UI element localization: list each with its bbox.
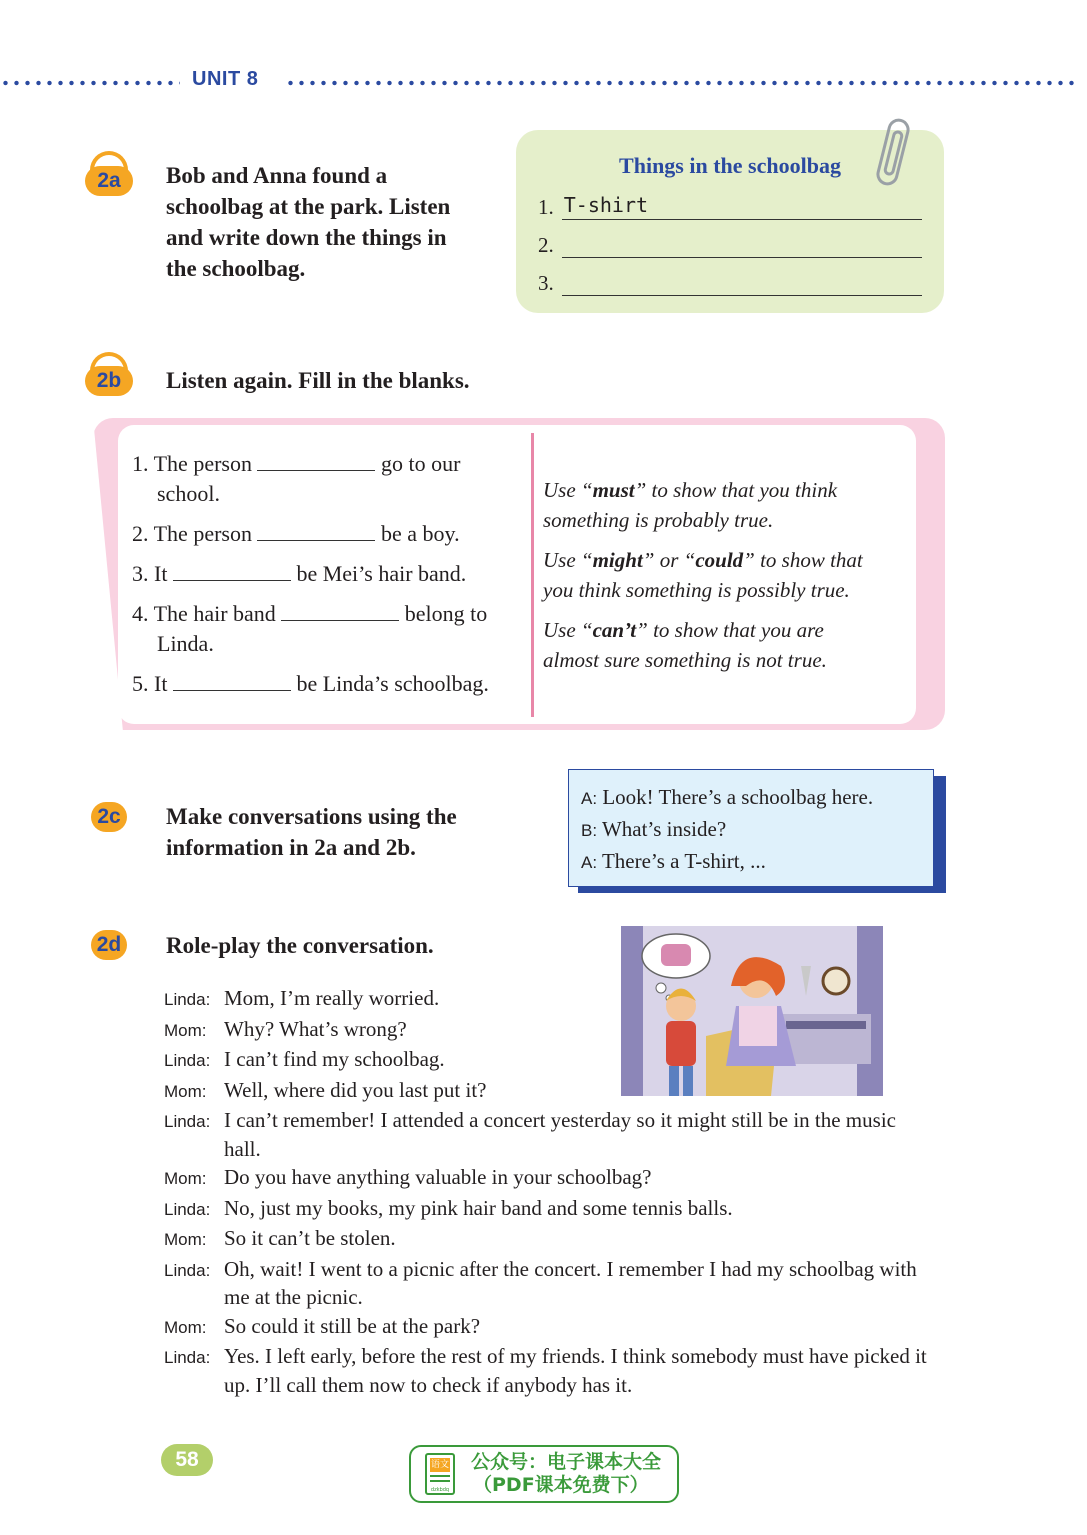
tip-must: Use “must” to show that you think something is probably true.	[543, 478, 838, 532]
blank-field-1[interactable]	[257, 450, 375, 471]
activity-badge-2c: 2c	[91, 802, 127, 832]
dialogue-line: Linda: Mom, I’m really worried.	[164, 986, 440, 1010]
activity-badge-2b: 2b	[85, 366, 133, 396]
things-row-2: 2.	[538, 230, 922, 258]
tip-might-could: Use “might” or “could” to show that you think something is possibly true.	[543, 548, 863, 602]
things-row-1: 1. T-shirt	[538, 192, 922, 220]
dialogue-line: Mom: Why? What’s wrong?	[164, 1016, 407, 1041]
instruction-2c: Make conversations using the information in 2a and 2b.	[166, 804, 457, 860]
blank-field-5[interactable]	[173, 670, 291, 691]
answer-field-2[interactable]	[562, 231, 922, 258]
watermark-banner: 语文 dzkbdq 公众号：电子课本大全 （PDF课本免费下）	[409, 1445, 679, 1503]
fill-item-1: 1. The person go to our school.	[132, 451, 461, 506]
blank-field-4[interactable]	[281, 600, 399, 621]
dialogue-line: Mom: So could it still be at the park?	[164, 1313, 481, 1338]
box-divider	[531, 433, 534, 717]
activity-badge-2a: 2a	[85, 166, 133, 196]
example-line: A: There’s a T-shirt, ...	[581, 849, 766, 873]
fill-in-list	[132, 449, 527, 699]
header-dots-left	[0, 80, 180, 86]
tip-cant: Use “can’t” to show that you are almost sure something is not true.	[543, 618, 827, 672]
header-dots-right	[285, 80, 1080, 86]
things-row-3: 3.	[538, 268, 922, 296]
dialogue-line: Linda: No, just my books, my pink hair band and some tennis balls.	[164, 1195, 733, 1220]
book-icon: 语文 dzkbdq	[425, 1453, 455, 1495]
answer-field-1[interactable]: T-shirt	[562, 193, 922, 220]
example-line: A: Look! There’s a schoolbag here.	[581, 785, 874, 809]
page-number: 58	[161, 1444, 213, 1476]
unit-title: UNIT 8	[192, 68, 259, 90]
dialogue-line: Mom: Well, where did you last put it?	[164, 1077, 487, 1102]
fill-item-5: 5. It be Linda’s schoolbag.	[132, 671, 489, 696]
blank-field-2[interactable]	[257, 520, 375, 541]
dialogue-line: Linda: I can’t remember! I attended a concert yesterday so it might still be in the music hall.	[164, 1108, 896, 1161]
example-line: B: What’s inside?	[581, 817, 727, 841]
instruction-2b: Listen again. Fill in the blanks.	[166, 368, 470, 393]
activity-badge-2d: 2d	[91, 930, 127, 960]
answer-field-3[interactable]	[562, 269, 922, 296]
dialogue-line: Linda: I can’t find my schoolbag.	[164, 1047, 445, 1071]
dialogue-line: Mom: Do you have anything valuable in your schoolbag?	[164, 1165, 652, 1189]
fill-item-3: 3. It be Mei’s hair band.	[132, 561, 467, 586]
fill-item-4: 4. The hair band belong to Linda.	[132, 601, 488, 656]
grammar-tips	[543, 475, 908, 675]
fill-item-2: 2. The person be a boy.	[132, 521, 460, 546]
instruction-2d: Role-play the conversation.	[166, 933, 434, 958]
example-conversation-box	[568, 769, 934, 887]
things-box-title: Things in the schoolbag	[619, 153, 841, 178]
dialogue-line: Linda: Yes. I left early, before the rest of my friends. I think somebody must have picked it up. I’ll call them now to check if anybody has it.	[164, 1344, 927, 1397]
instruction-2a: Bob and Anna found a schoolbag at the park. Listen and write down the things in the schoolbag.	[166, 163, 451, 281]
blank-field-3[interactable]	[173, 560, 291, 581]
dialogue-line: Mom: So it can’t be stolen.	[164, 1226, 396, 1250]
role-play-dialogue	[164, 984, 934, 1399]
things-list	[538, 192, 922, 296]
dialogue-line: Linda: Oh, wait! I went to a picnic after the concert. I remember I had my schoolbag with me at the picnic.	[164, 1256, 917, 1309]
